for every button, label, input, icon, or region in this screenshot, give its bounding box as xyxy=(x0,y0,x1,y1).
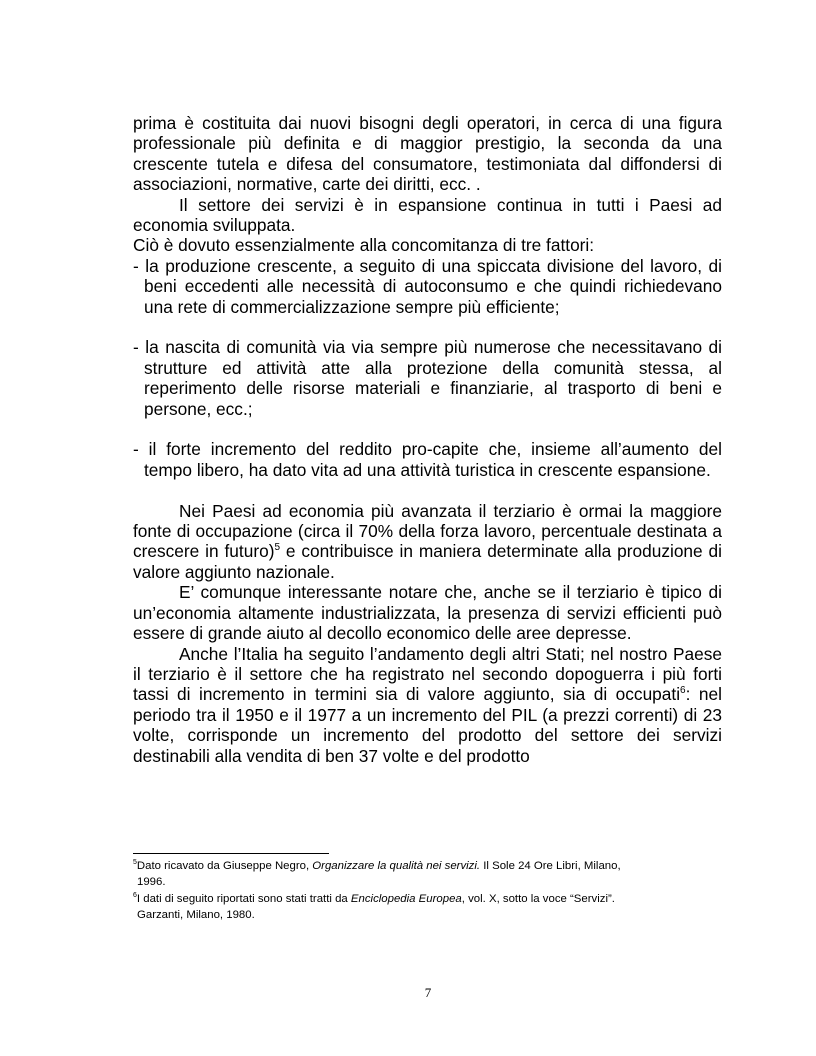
paragraph-4-text-a: Nei Paesi ad economia più avanzata il terziario è ormai la maggiore fonte di occupazione (circa il 70% della forza lavoro, percentuale destinata a crescere in futuro) xyxy=(133,500,722,562)
spacer xyxy=(133,419,722,439)
footnotes xyxy=(133,858,722,924)
paragraph-1: prima è costituita dai nuovi bisogni degli operatori, in cerca di una figura professionale più definita e di maggior prestigio, la seconda da una crescente tutela e difesa del consumatore, testimoniata dal diffondersi di associazioni, normative, carte dei diritti, ecc. . xyxy=(133,113,722,195)
footnote-5-pre: Dato ricavato da Giuseppe Negro, xyxy=(136,860,313,872)
footnote-5-post: Il Sole 24 Ore Libri, Milano, xyxy=(480,860,621,872)
paragraph-6 xyxy=(133,644,722,766)
paragraph-4-text-b: e contribuisce in maniera determinate alla produzione di valore aggiunto nazionale. xyxy=(133,541,722,582)
spacer xyxy=(133,317,722,337)
list-item-2: - la nascita di comunità via via sempre più numerose che necessitavano di strutture ed attività atte alla protezione della comunità stessa, al reperimento delle risorse materiali e finanziarie, al trasporto di beni e persone, ecc.; xyxy=(133,337,722,419)
footnote-6-post: , vol. X, sotto la voce “Servizi”. xyxy=(461,893,615,905)
footnote-divider xyxy=(133,853,329,854)
footnote-5-title: Organizzare la qualità nei servizi. xyxy=(312,860,481,872)
footnote-ref-5: 5 xyxy=(274,542,281,554)
list-item-1: - la produzione crescente, a seguito di una spiccata divisione del lavoro, di beni eccedenti alle necessità di autoconsumo e che quindi richiedevano una rete di commercializzazione sempre più efficiente; xyxy=(133,255,722,317)
footnote-6 xyxy=(133,891,722,923)
spacer xyxy=(133,480,722,500)
footnote-6-title: Enciclopedia Europea xyxy=(350,893,462,905)
paragraph-2: Il settore dei servizi è in espansione continua in tutti i Paesi ad economia sviluppata. xyxy=(133,194,722,236)
footnote-5 xyxy=(133,858,722,890)
footnote-6-cont: Garzanti, Milano, 1980. xyxy=(137,909,255,921)
footnote-ref-6: 6 xyxy=(680,685,686,697)
paragraph-6-text-a: Anche l’Italia ha seguito l’andamento degli altri Stati; nel nostro Paese il terziario è il settore che ha registrato nel secondo dopoguerra i più forti tassi di incremento in termini sia di valore aggiunto, sia di occupati xyxy=(133,643,722,705)
page-number: 7 xyxy=(424,985,432,1000)
footnote-6-pre: I dati di seguito riportati sono stati tratti da xyxy=(136,893,351,905)
list-item-3: - il forte incremento del reddito pro-capite che, insieme all’aumento del tempo libero, ha dato vita ad una attività turistica in crescente espansione. xyxy=(133,439,722,480)
footnote-5-cont: 1996. xyxy=(137,876,166,888)
paragraph-3: Ciò è dovuto essenzialmente alla concomitanza di tre fattori: xyxy=(133,235,595,256)
paragraph-4 xyxy=(133,501,722,583)
footnote-5-mark: 5 xyxy=(133,859,137,867)
paragraph-5: E’ comunque interessante notare che, anche se il terziario è tipico di un’economia altamente industrializzata, la presenza di servizi efficienti può essere di grande aiuto al decollo economico delle aree depresse. xyxy=(133,582,722,644)
paragraph-6-text-b: : nel periodo tra il 1950 e il 1977 a un incremento del PIL (a prezzi correnti) di 23 volte, corrisponde un incremento del prodotto del settore dei servizi destinabili alla vendita di ben 37 volte e del prodotto xyxy=(133,684,722,766)
footnote-6-mark: 6 xyxy=(133,892,137,900)
body-text xyxy=(133,113,722,766)
